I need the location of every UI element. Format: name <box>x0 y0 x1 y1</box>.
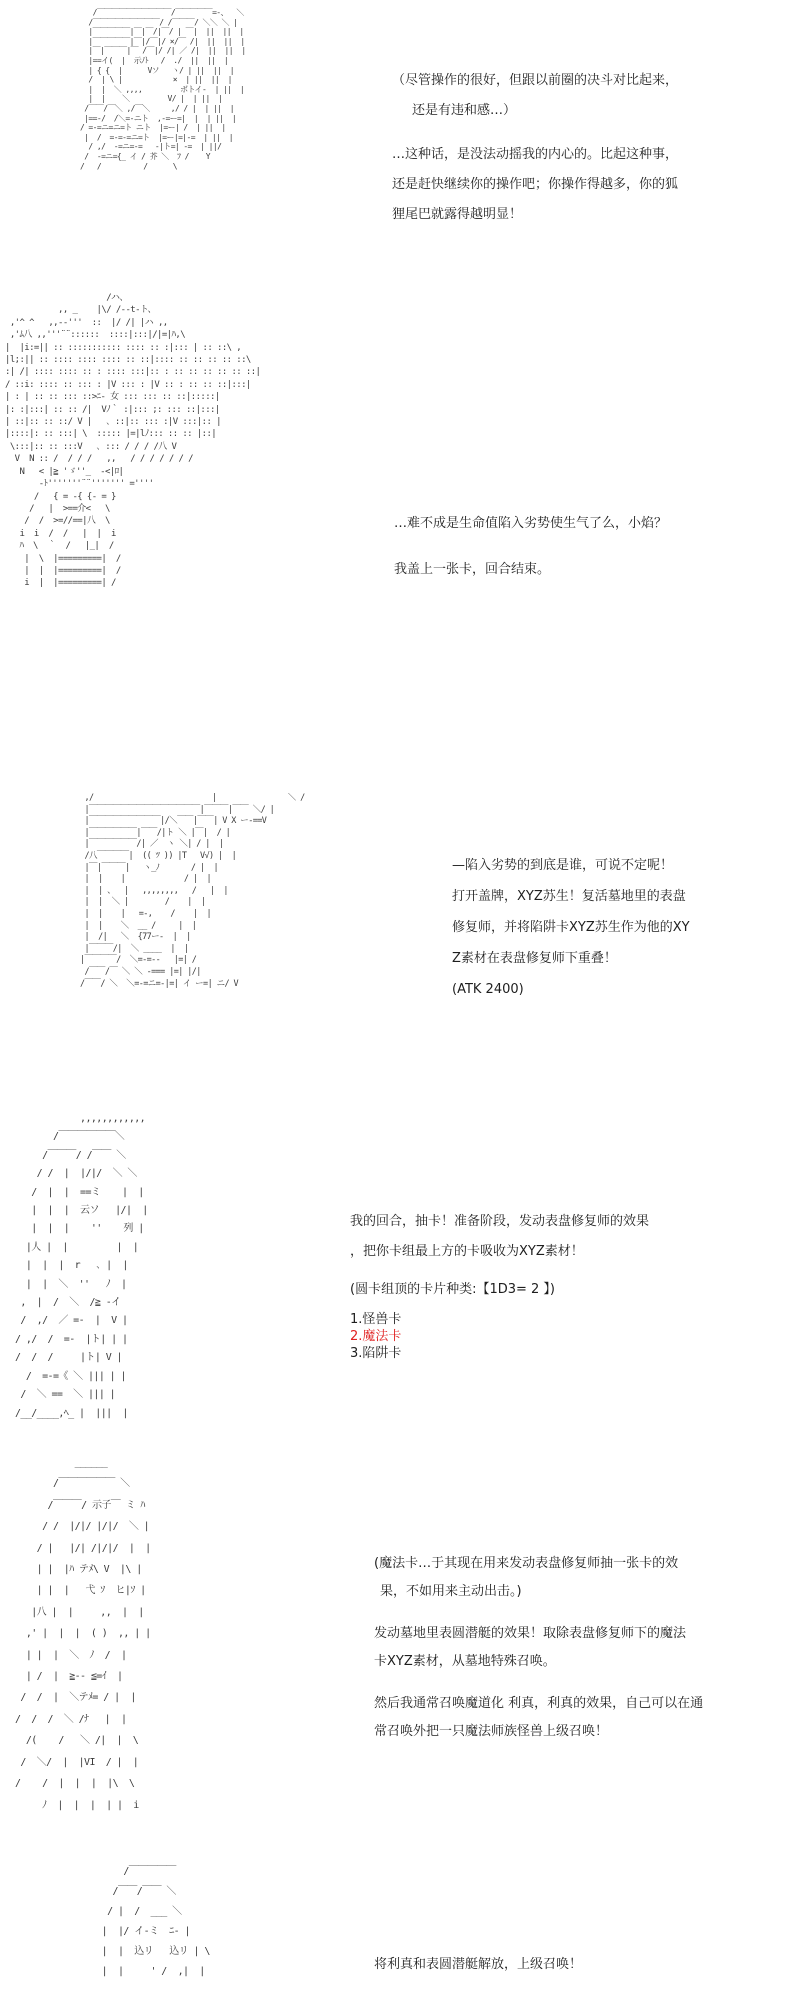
option-spell-selected: 2.魔法卡 <box>350 1329 402 1344</box>
dialogue-line: 卡XYZ素材，从墓地特殊召唤。 <box>374 1654 556 1669</box>
dialogue-line: …难不成是生命值陷入劣势使生气了么，小焰？ <box>394 516 668 531</box>
dialogue-box <box>452 850 690 1005</box>
dialogue-line: 狸尾巴就露得越明显！ <box>392 207 523 222</box>
comic-panel-3 <box>0 793 800 1075</box>
ascii-art-character: ______ /￣￣￣￣￣￣ ＼ /￣￣￣/ 示子￣ ミ ﾊ / / |/|/ |/|/ ＼ | / | |/| /|/|/ | | | | |ﾊ テﾒ\ V |\ | | | | 弋 ｿ ヒ|ｿ | |八 | | ,, | | ,' | | | ( ) ,, | | | | | ＼ ﾉ / | | / | ≧-- ≦=ｲ | / / | ＼テﾒ= / | | / / / ＼ /ﾅ | | /( / ＼ /| | \ / ＼/ | |VI / | | / / | | | |\ \ ﾉ | | | | | i <box>15 1457 151 1811</box>
dialogue-line: —陷入劣势的到底是谁，可说不定呢！ <box>452 858 674 873</box>
dialogue-line: 我的回合，抽卡！准备阶段，发动表盘修复师的效果 <box>350 1214 650 1229</box>
dialogue-line: 还是赶快继续你的操作吧；你操作得越多，你的狐 <box>392 177 679 192</box>
comic-panel-5 <box>0 1452 800 1832</box>
dialogue-line: (魔法卡…于其现在用来发动表盘修复师抽一张卡的效 <box>374 1556 679 1571</box>
ascii-art-character: ,/￣￣￣￣￣￣￣￣￣￣￣￣￣￣￣|￣￣￣￣￣￣￣￣￣＼ / |￣￣￣￣￣￣￣￣￣￣￣￣￣￣|￣￣￣|￣￣ ＼/ | |￣￣￣￣￣￣￣￣￣|/＼￣￣|￣￣| V X ー-==V |￣￣￣￣￣￣|￣￣/|ト ＼ |￣| / | |￣￣￣￣￣￣/| ／ ヽ ＼| / | | /八￣￣￣￣| (( ﾂ )) |T V√) | | |￣|￣￣￣| ヽ_ﾉ / | | | | | / | | | | 、 | ,,,,,,,, / | | | | ＼ | / | | | | | =-, / | | | | ＼ __ / | | | /| ＼ {77ー- | | |￣￣￣/| ＼ ____ | | |￣￣￣￣/ ＼=-=-- |=| / /￣￣/￣ ＼ ＼ -=== |=| |/| /￣￣/ ＼ ＼=-=ニ=-|=| イ ー=| ニ/ V <box>80 793 305 989</box>
option-monster: 1.怪兽卡 <box>350 1312 402 1327</box>
dialogue-line: （尽管操作的很好，但跟以前圈的决斗对比起来， <box>392 73 679 88</box>
comic-panel-1 <box>0 0 800 270</box>
dialogue-line: 打开盖牌，XYZ苏生！复活墓地里的表盘 <box>452 889 686 904</box>
dialogue-line: 然后我通常召唤魔道化 利真，利真的效果，自己可以在通 <box>374 1696 704 1711</box>
dialogue-line: Z素材在表盘修复师下重叠！ <box>452 951 617 966</box>
dialogue-box <box>374 1550 703 1746</box>
dialogue-line: 果，不如用来主动出击。) <box>380 1584 522 1599</box>
dice-roll-line: (圆卡组顶的卡片种类:【1D3= 2 】) <box>350 1282 556 1297</box>
dialogue-box <box>374 1950 582 1980</box>
dialogue-line: (ATK 2400) <box>452 982 524 997</box>
dialogue-line: 发动墓地里表圆潜艇的效果！取除表盘修复师下的魔法 <box>374 1626 687 1641</box>
dialogue-box <box>392 66 678 230</box>
ascii-art-character: /￣￣￣￣￣￣￣￣￣￣/￣￣￣￣￣=-、 ＼ /￣￣￣￣￣￣￣￣￣/ /￣￣￣/ ＼＼ ＼ | |￣￣￣￣￣|￣|￣/|￣/ | ￣| || || | |￣￣￣￣￣|￣|/￣|/ ×/￣ /| || || | |￣|￣￣￣|￣ /￣|/ /| ／ /| || || | |==イ( | 示ﾉﾄ / ./ || || | | { { | Vソ ヽ/ | || || | / | \ | × | || || | | | ＼ ,,,, ボトイ- | || | | | ＼ V/ | | || | /￣￣/￣＼ ,/￣＼ ,/ / | | || | |==-/ /＼=-ニト ,-=ー=| | | || | / =-=ニ=ニ=ト ニト |=ー| / | || | | / =-=-=ニ=ト |=ー|=|-= | || | / ,/ -=ニ=-= -|ト=| -= | ||/ / -=ニ={_ イ / 芥 ＼ ﾌ / Y / / / \ <box>80 8 246 171</box>
comic-panel-6 <box>0 1862 800 2000</box>
comic-panel-2 <box>0 292 800 768</box>
dialogue-box <box>350 1207 649 1362</box>
dialogue-line: 将利真和表圆潜艇解放，上级召唤！ <box>374 1957 583 1972</box>
ascii-art-character: /ハ、 ,, _ |\/ /-‐t-ト、 ,'^ ^ ,,--''' :: |/ /| |ハ ,, ,'ﾑ八 ,,'''¨¨:::::: ::::|:::|/|=|ﾊ,\ | |i:=|| :: ::::::::::: :::: :: :|::: | :: ::\ , |l;:|| :: :::: :::: :::: :: ::|:::: :: :: :: :: ::\ :| /| :::: :::: :: : :::: :::|:: : :: :: :: :: :: ::| / ::i: :::: :: ::: : |V ::: : |V :: : :: :: ::|:::| | : | :: :: ::: ::>ﾆ- 女 ::: ::: :: ::|:::::| |: :|:::| :: :: /| Vﾉ｀ :|::: ;: ::: ::|:::| | ::|:: :: ::/ V | ､ ::|:: ::: :|V :::|:: | |::::|: :: :::| \ ::::: |=|lﾉ::: :: :: |::| \:::|:: :: :::V ､ ::: / / / /八 V V N :: / / / / ,, / / / / / / / N < |≧ 'ゞ''_ -<|ﾛ| -ﾄ'''''''¨¨''''''' ='''' / { = -{ {- = } / | >==介< \ / / >=//==|八 \ i i / / | | i ﾊ \ ｀ / |_| / | \ |=========| / | | |=========| / i | |=========| / <box>5 293 261 589</box>
dialogue-line: ，把你卡组最上方的卡吸收为XYZ素材！ <box>350 1244 584 1259</box>
dialogue-line: 常召唤外把一只魔法师族怪兽上级召唤！ <box>374 1724 609 1739</box>
dialogue-box <box>394 501 667 593</box>
dialogue-line: …这种话，是没法动摇我的内心的。比起这种事， <box>392 147 679 162</box>
comic-panel-4 <box>0 1110 800 1430</box>
dialogue-line: 还是有违和感…） <box>412 103 517 118</box>
ascii-art-character: /￣￣￣￣￣ /￣￣/￣￣ ＼ / | / ___ ＼ | |/ イ-ミ ﾆ- | | | 込リ 込リ | \ | | ' / ,| | <box>101 1866 210 1977</box>
ascii-art-character: ,,,,,,,,,,,, /￣￣￣￣￣￣＼ /￣￣￣/ /￣￣ ＼ / / | |/|/ ＼ ＼ / | | ==ミ | | | | | 云ソ |/| | | | | '' 列 | |人 | | | | | | | r ､ | | | | ＼ '' ﾉ | , | / ＼ /≧ -イ / ,/ ／ =- | V | / ,/ / =- |ト| | | / / / |ト| V | / =-=《 ＼ ||| | | / ＼ == ＼ ||| | /__/____,ﾍ_ | ||| | <box>15 1113 148 1419</box>
dialogue-line: 我盖上一张卡，回合结束。 <box>394 562 551 577</box>
option-trap: 3.陷阱卡 <box>350 1346 402 1361</box>
dialogue-line: 修复师，并将陷阱卡XYZ苏生作为他的XY <box>452 920 690 935</box>
